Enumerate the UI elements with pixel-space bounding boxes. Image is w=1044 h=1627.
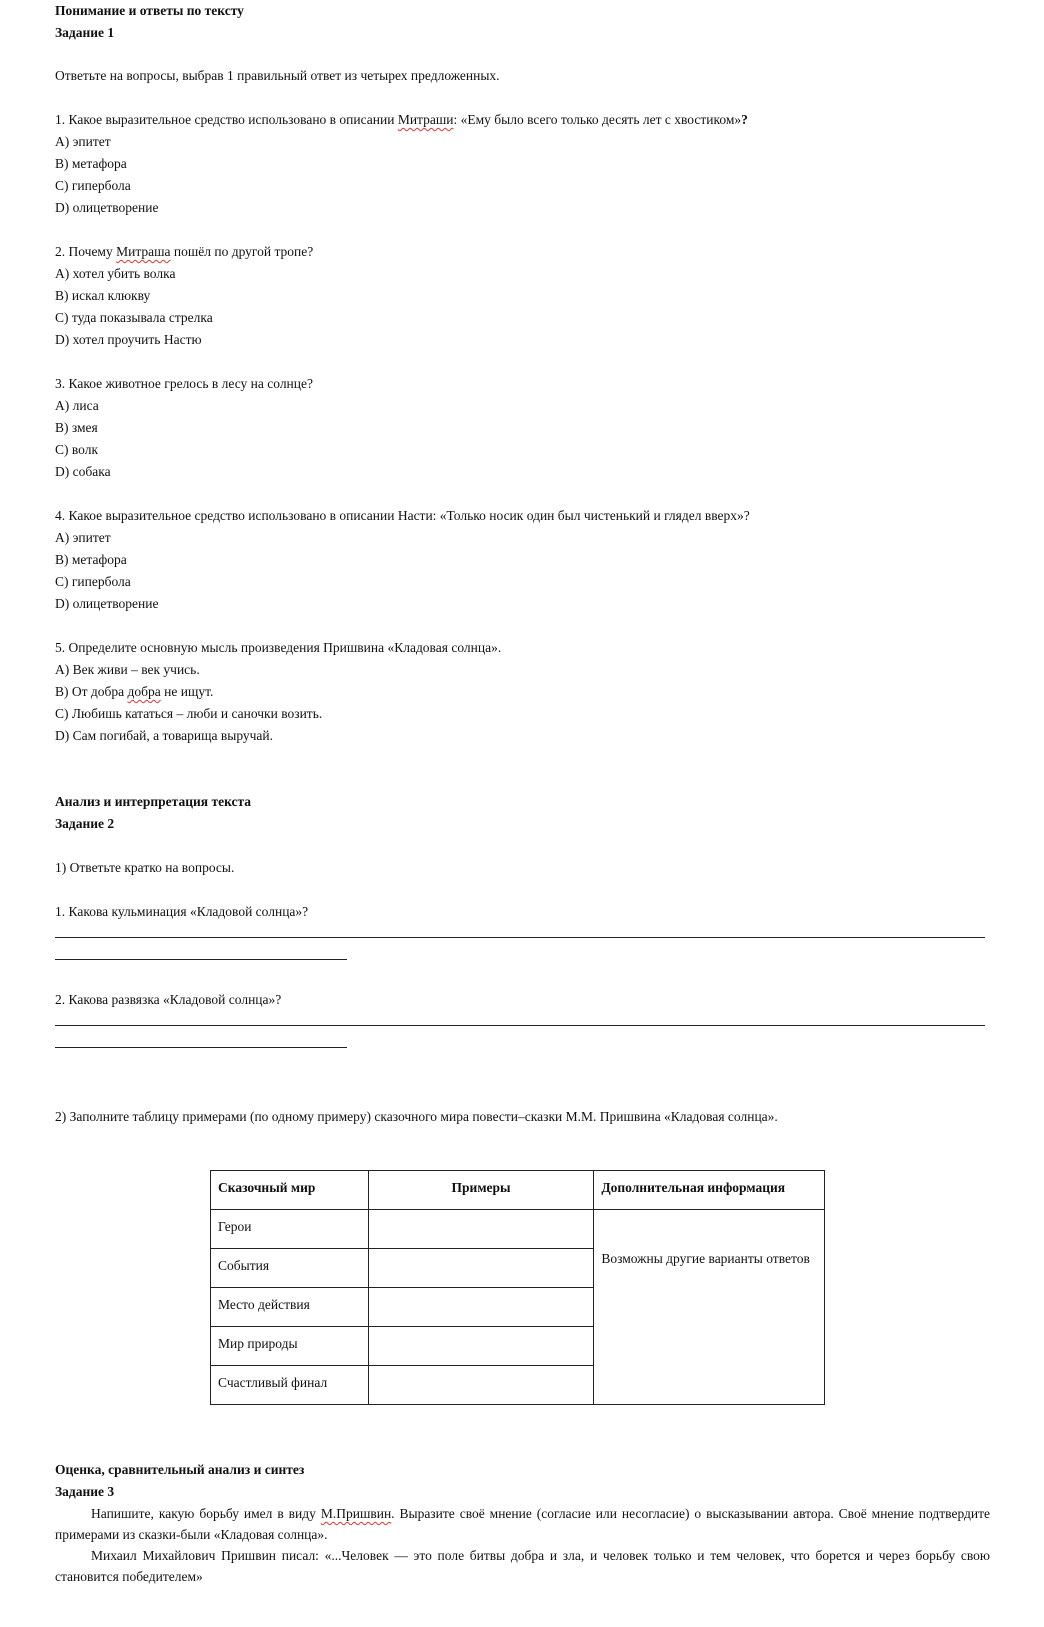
table-cell-label: Герои xyxy=(211,1210,369,1249)
table-cell-label: События xyxy=(211,1249,369,1288)
table-cell-label: Счастливый финал xyxy=(211,1366,369,1405)
option: C) туда показывала стрелка xyxy=(55,310,213,325)
option: D) хотел проучить Настю xyxy=(55,332,202,347)
option: C) гипербола xyxy=(55,178,131,193)
section2-heading: Анализ и интерпретация текста xyxy=(55,794,252,809)
question-text: 1. Какое выразительное средство использовано в описании Митраши: «Ему было всего только десять лет с хвостиком»? xyxy=(55,112,748,127)
section2-q1: 1. Какова кульминация «Кладовой солнца»? xyxy=(55,904,309,919)
table-header-row xyxy=(211,1171,825,1210)
option: B) метафора xyxy=(55,156,127,171)
option: B) искал клюкву xyxy=(55,288,151,303)
question-text: 4. Какое выразительное средство использовано в описании Насти: «Только носик один был чистенький и глядел вверх»? xyxy=(55,508,750,523)
question-text: 5. Определите основную мысль произведения Пришвина «Кладовая солнца». xyxy=(55,640,502,655)
option: A) лиса xyxy=(55,398,99,413)
option: B) метафора xyxy=(55,552,127,567)
section1-task: Задание 1 xyxy=(55,25,115,40)
option: D) олицетворение xyxy=(55,596,159,611)
spellcheck-word: М.Пришвин xyxy=(320,1506,392,1521)
answer-line[interactable] xyxy=(55,1025,985,1026)
section2-task: Задание 2 xyxy=(55,816,115,831)
table-cell-input[interactable] xyxy=(368,1366,594,1405)
section3-paragraph-2: Михаил Михайлович Пришвин писал: «...Человек — это поле битвы добра и зла, и человек только и тем человек, что борется и через борьбу свою становится победителем» xyxy=(55,1548,990,1584)
table-cell-input[interactable] xyxy=(368,1288,594,1327)
section2-part1: 1) Ответьте кратко на вопросы. xyxy=(55,860,235,875)
table-cell-input[interactable] xyxy=(368,1327,594,1366)
question-2 xyxy=(55,241,995,351)
table-cell-input[interactable] xyxy=(368,1210,594,1249)
table-header: Сказочный мир xyxy=(211,1171,369,1210)
table-header: Примеры xyxy=(368,1171,594,1210)
option: C) гипербола xyxy=(55,574,131,589)
spellcheck-word: Митраша xyxy=(116,244,171,259)
question-3 xyxy=(55,373,995,483)
option: C) волк xyxy=(55,442,99,457)
option: A) Век живи – век учись. xyxy=(55,662,200,677)
question-text: 3. Какое животное грелось в лесу на солнце? xyxy=(55,376,313,391)
spellcheck-word: Митраши xyxy=(397,112,454,127)
option: A) эпитет xyxy=(55,530,111,545)
section1-heading: Понимание и ответы по тексту xyxy=(55,3,244,18)
section1-instruction: Ответьте на вопросы, выбрав 1 правильный ответ из четырех предложенных. xyxy=(55,68,500,83)
option: C) Любишь кататься – люби и саночки возить. xyxy=(55,706,323,721)
table-cell-note: Возможны другие варианты ответов xyxy=(594,1210,825,1405)
spellcheck-word: добра xyxy=(127,684,161,699)
table-cell-label: Место действия xyxy=(211,1288,369,1327)
document-page xyxy=(55,0,995,1128)
option: B) От добра добра не ищут. xyxy=(55,684,214,699)
section3-heading: Оценка, сравнительный анализ и синтез xyxy=(55,1462,305,1477)
table-row xyxy=(211,1210,825,1249)
question-4 xyxy=(55,505,995,615)
option: B) змея xyxy=(55,420,98,435)
option: D) олицетворение xyxy=(55,200,159,215)
question-5 xyxy=(55,637,995,747)
option: D) Сам погибай, а товарища выручай. xyxy=(55,728,274,743)
table-cell-label: Мир природы xyxy=(211,1327,369,1366)
answer-line[interactable] xyxy=(55,937,985,938)
option: D) собака xyxy=(55,464,111,479)
option: A) хотел убить волка xyxy=(55,266,176,281)
table-cell-input[interactable] xyxy=(368,1249,594,1288)
section3-paragraph-1: Напишите, какую борьбу имел в виду М.Пришвин. Выразите своё мнение (согласие или несогласие) о высказывании автора. Своё мнение подтвердите примерами из сказки-были «Кладовая солнца». xyxy=(55,1506,990,1542)
table-header: Дополнительная информация xyxy=(594,1171,825,1210)
section3 xyxy=(55,1459,990,1587)
question-text: 2. Почему Митраша пошёл по другой тропе? xyxy=(55,244,314,259)
section3-task: Задание 3 xyxy=(55,1484,115,1499)
fairy-world-table xyxy=(210,1170,825,1405)
section2-q2: 2. Какова развязка «Кладовой солнца»? xyxy=(55,992,282,1007)
section2-part2: 2) Заполните таблицу примерами (по одному примеру) сказочного мира повести–сказки М.М. Пришвина «Кладовая солнца». xyxy=(55,1109,778,1124)
option: A) эпитет xyxy=(55,134,111,149)
question-1 xyxy=(55,109,995,219)
